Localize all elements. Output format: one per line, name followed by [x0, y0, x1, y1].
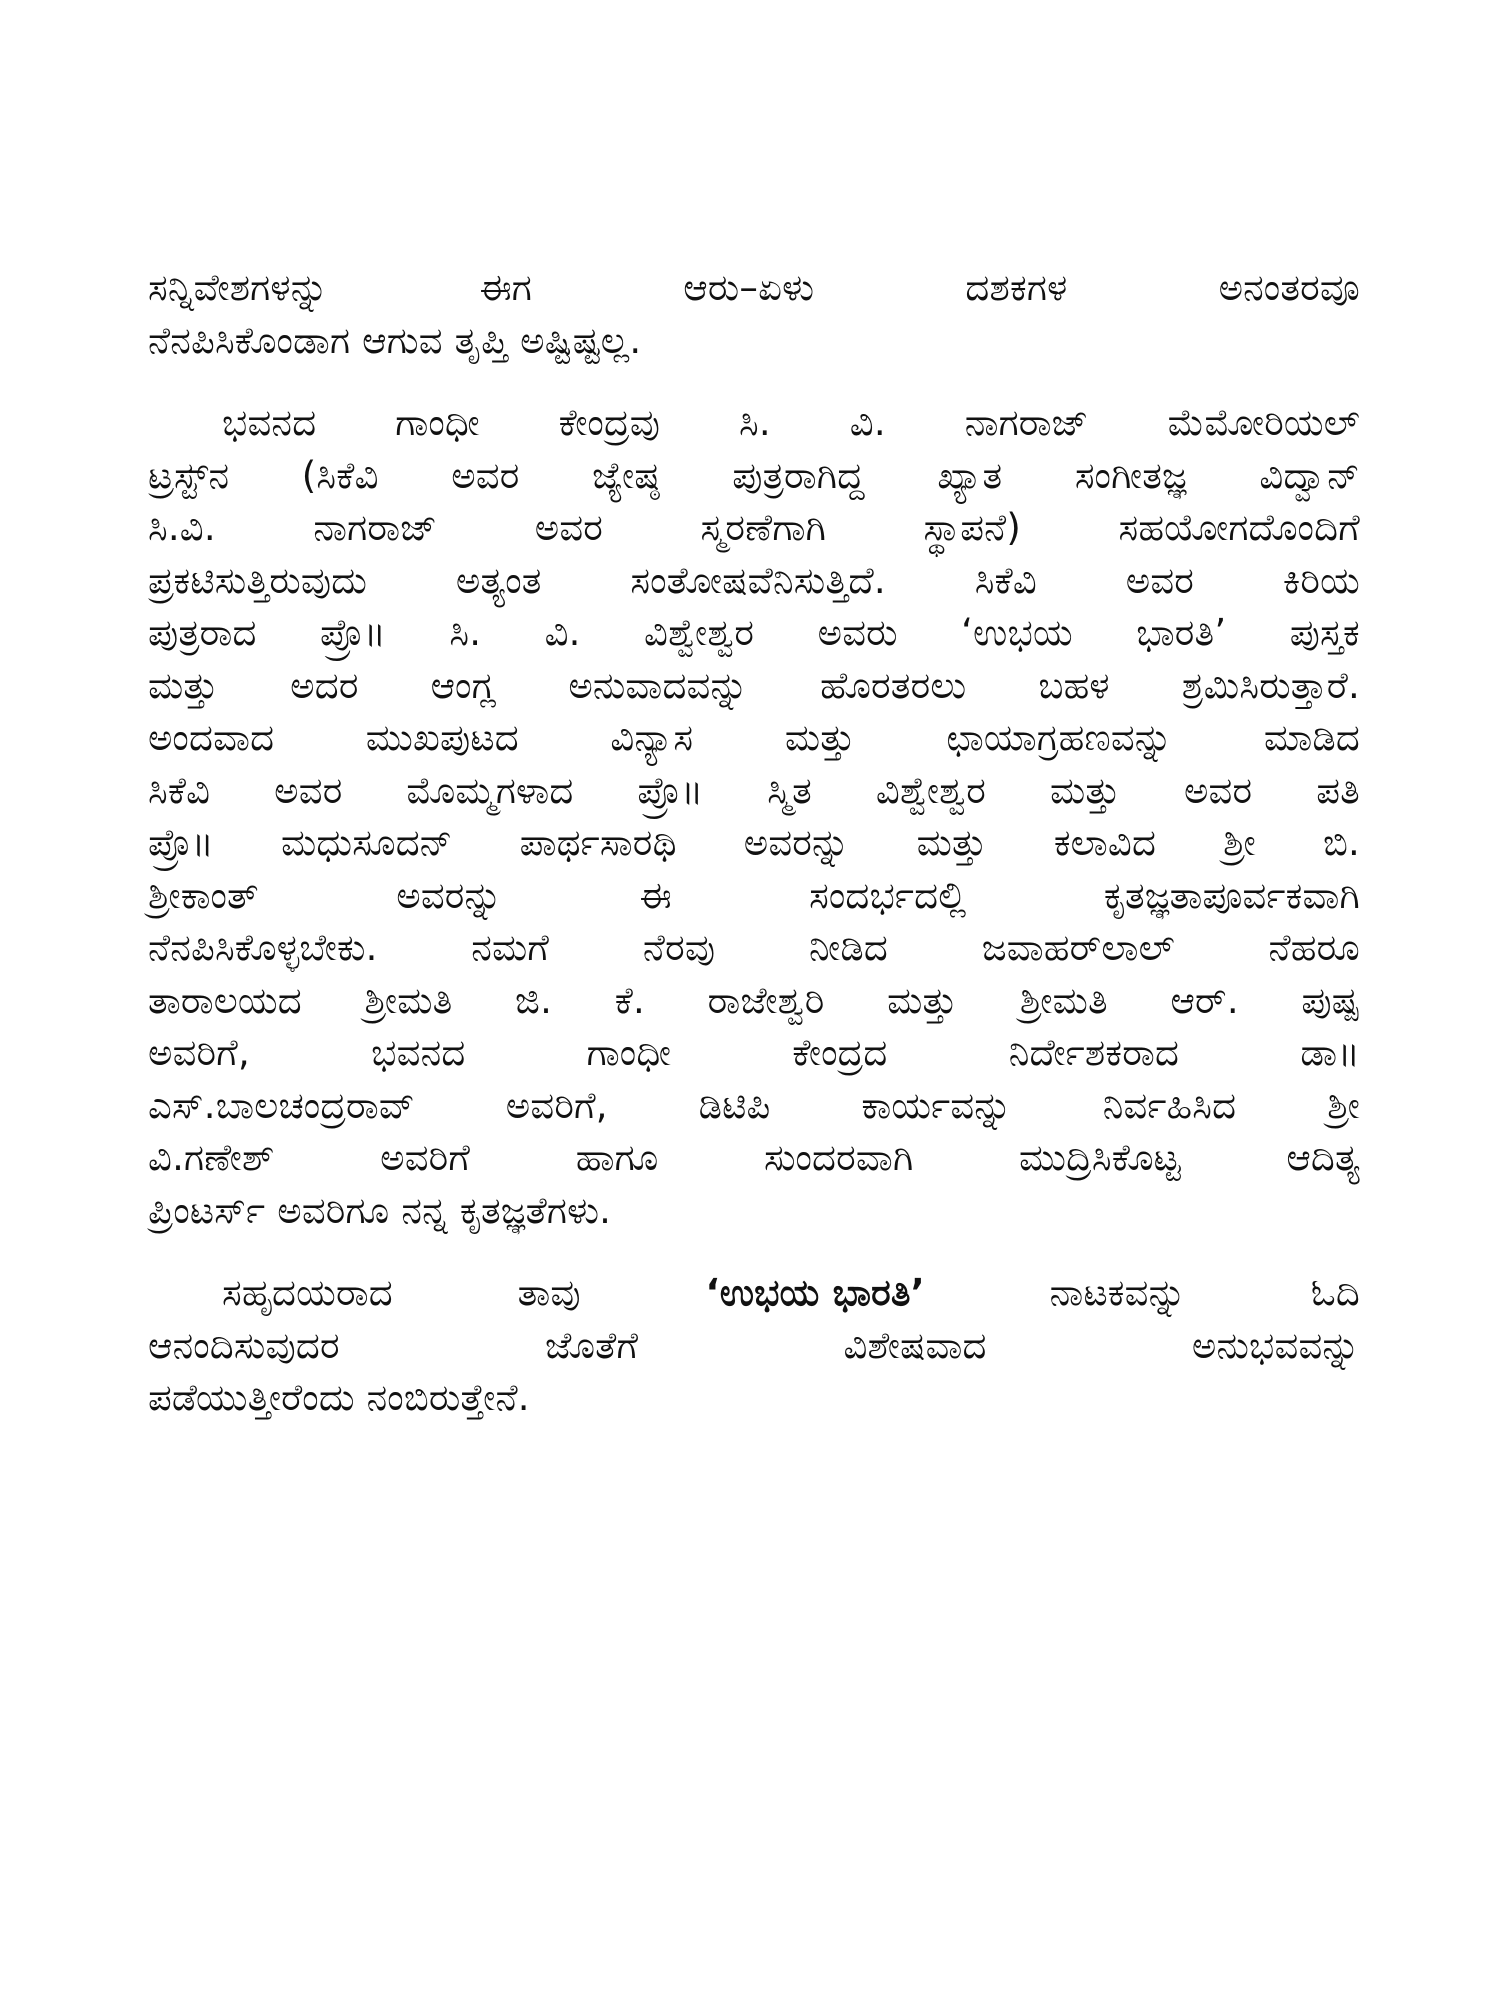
word: ಆದಿತ್ಯ [1286, 1136, 1360, 1179]
word: ಸಿ. [739, 401, 771, 444]
word: ಸನ್ನಿವೇಶಗಳನ್ನು [148, 266, 329, 309]
text-line [148, 712, 1360, 765]
word: ನಿರ್ವಹಿಸಿದ [1102, 1083, 1237, 1127]
word: ಅವರ [534, 506, 604, 549]
word: ಶ್ರಮಿಸಿರುತ್ತಾರೆ. [1181, 663, 1360, 707]
word: ನಾಗರಾಜ್ [964, 401, 1089, 444]
word: ಕಲಾವಿದ [1053, 821, 1157, 864]
word: ಆರು–ಏಳು [683, 266, 815, 309]
word: ವಿನ್ಯಾಸ [610, 716, 694, 759]
word: ಈ [639, 873, 672, 917]
word: ನಾಟಕವನ್ನು [1049, 1271, 1187, 1314]
word: ಅವರ [1125, 558, 1195, 602]
word: ಅವರ [1183, 768, 1253, 812]
word: ಜೊತೆಗೆ [545, 1323, 639, 1367]
word: ಅದರ [290, 663, 359, 707]
word: ಸಹಯೋಗದೊಂದಿಗೆ [1118, 506, 1360, 549]
word: ಸಂಗೀತಜ್ಞ [1074, 453, 1187, 497]
word: ಜಿ. [515, 978, 553, 1022]
word: ನೆಹರೂ [1268, 926, 1360, 969]
word: ಡಿಟಿಪಿ [698, 1083, 771, 1127]
word: ಸಂತೋಷವೆನಿಸುತ್ತಿದೆ. [630, 558, 886, 602]
word: ಗಾಂಧೀ [586, 1031, 672, 1074]
word: ಪುಸ್ತಕ [1289, 611, 1360, 654]
word: ಅವರಿಗೆ [380, 1136, 471, 1179]
body-text [148, 262, 1360, 1425]
word: ಅತ್ಯಂತ [455, 558, 542, 602]
word: ಸ್ಥಾಪನೆ) [923, 506, 1021, 549]
word: ತಾವು [517, 1271, 581, 1314]
word: ನೆರವು [642, 926, 716, 969]
word: ಅವರಿಗೆ, [148, 1031, 250, 1074]
word: ಬಹಳ [1038, 663, 1110, 707]
word: ಮುದ್ರಿಸಿಕೊಟ್ಟ [1019, 1136, 1181, 1179]
word: ಆಂಗ್ಲ [430, 663, 497, 707]
word: ಪಾರ್ಥಸಾರಥಿ [519, 821, 677, 864]
word: ಓದಿ [1310, 1271, 1360, 1314]
word: ಪ್ರೊ॥ [148, 821, 214, 864]
word: ಪ್ರೊ॥ [320, 611, 386, 654]
word: ಶ್ರೀಮತಿ [1019, 978, 1108, 1022]
word: (ಸಿಕೆವಿ [301, 453, 379, 497]
word: ಎಸ್.ಬಾಲಚಂದ್ರರಾವ್ [148, 1083, 415, 1127]
word: ‘ಉಭಯ [961, 611, 1073, 654]
word: ಭವನದ [222, 401, 317, 444]
word: ವಿ. [849, 401, 886, 444]
text-line [148, 870, 1360, 923]
word: ಮತ್ತು [1049, 768, 1121, 812]
word: ಮೆಮೋರಿಯಲ್ [1167, 401, 1360, 444]
text-line [148, 450, 1360, 503]
word: ಸ್ಮಿತ [767, 768, 812, 812]
word: ಅವರು [817, 611, 898, 654]
word: ವಿಶ್ವೇಶ್ವರ [875, 768, 987, 812]
word: ಮುಖಪುಟದ [365, 716, 519, 759]
word: ಕೇಂದ್ರವು [558, 401, 661, 444]
word: ಆರ್. [1170, 978, 1239, 1022]
word: ಅನಂತರವೂ [1218, 266, 1360, 309]
text-line: ನೆನಪಿಸಿಕೊಂಡಾಗ ಆಗುವ ತೃಪ್ತಿ ಅಷ್ಟಿಷ್ಟಲ್ಲ. [148, 318, 642, 362]
text-line [148, 607, 1360, 660]
word: ಸ್ಮರಣೆಗಾಗಿ [700, 506, 827, 549]
word: ಖ್ಯಾತ [937, 453, 1003, 497]
word: ಪುಷ್ಪ [1301, 978, 1360, 1022]
word: ಮಾಡಿದ [1263, 716, 1360, 759]
text-line [148, 397, 1360, 450]
word: ಶ್ರೀ [1327, 1083, 1360, 1127]
text-line [148, 922, 1360, 975]
word: ನಾಗರಾಜ್ [313, 506, 438, 549]
word: ಹಾಗೂ [575, 1136, 659, 1179]
word: ಕಾರ್ಯವನ್ನು [861, 1083, 1012, 1127]
word: ಮತ್ತು [887, 978, 958, 1022]
word: ಶ್ರೀಮತಿ [364, 978, 453, 1022]
word: ಕೆ. [614, 978, 645, 1022]
book-title: ‘ಉಭಯ ಭಾರತಿ’ [705, 1271, 925, 1314]
word: ನಿರ್ದೇಶಕರಾದ [1008, 1031, 1180, 1074]
word: ವಿ.ಗಣೇಶ್ [148, 1136, 275, 1179]
word: ಕಿರಿಯ [1282, 558, 1360, 602]
word: ನೆನಪಿಸಿಕೊಳ್ಳಬೇಕು. [148, 926, 378, 969]
word: ಸಹೃದಯರಾದ [222, 1271, 393, 1314]
text-line [148, 1027, 1360, 1080]
word: ಪತಿ [1316, 768, 1360, 812]
word: ಅವರನ್ನು [743, 821, 850, 864]
word: ಜವಾಹರ್‌ಲಾಲ್ [981, 926, 1175, 969]
word: ಜ್ಯೇಷ್ಠ [592, 453, 660, 497]
paragraph-2 [148, 397, 1360, 1237]
word: ಮತ್ತು [148, 663, 219, 707]
word: ಟ್ರಸ್ಟ್‌ನ [148, 453, 230, 497]
word: ಕೇಂದ್ರದ [792, 1031, 888, 1074]
word: ಅವರಿಗೆ, [505, 1083, 608, 1127]
word: ವಿಶೇಷವಾದ [843, 1323, 987, 1367]
word: ಮಧುಸೂದನ್ [281, 821, 453, 864]
word: ಆನಂದಿಸುವುದರ [148, 1323, 340, 1367]
word: ಅವರ [451, 453, 520, 497]
word: ಅನುಭವವನ್ನು [1191, 1323, 1360, 1367]
word: ತಾರಾಲಯದ [148, 978, 302, 1022]
text-line [148, 765, 1360, 818]
word: ಶ್ರೀ [1223, 821, 1256, 864]
word: ಛಾಯಾಗ್ರಹಣವನ್ನು [946, 716, 1173, 759]
text-line: ಪ್ರಿಂಟರ್ಸ್ ಅವರಿಗೂ ನನ್ನ ಕೃತಜ್ಞತೆಗಳು. [148, 1188, 612, 1232]
word: ಪುತ್ರರಾದ [148, 611, 257, 654]
word: ದಶಕಗಳ [965, 266, 1068, 309]
word: ಅನುವಾದವನ್ನು [568, 663, 749, 707]
word: ಭಾರತಿ’ [1136, 611, 1227, 654]
word: ಪುತ್ರರಾಗಿದ್ದ [732, 453, 865, 497]
word: ರಾಜೇಶ್ವರಿ [707, 978, 825, 1022]
word: ಈಗ [479, 266, 532, 309]
text-line [148, 817, 1360, 870]
word: ಅವರನ್ನು [396, 873, 503, 917]
word: ಮತ್ತು [784, 716, 855, 759]
word: ಡಾ॥ [1300, 1031, 1360, 1074]
paragraph-3 [148, 1267, 1360, 1425]
word: ಗಾಂಧೀ [395, 401, 480, 444]
text-line [148, 660, 1360, 713]
paragraph-1 [148, 262, 1360, 367]
word: ಪ್ರೊ॥ [637, 768, 704, 812]
word: ಸಿಕೆವಿ [974, 558, 1037, 602]
word: ಮತ್ತು [916, 821, 987, 864]
word: ಅಂದವಾದ [148, 716, 275, 759]
word: ವಿ. [544, 611, 581, 654]
word: ಬಿ. [1322, 821, 1360, 864]
word: ಮೊಮ್ಮಗಳಾದ [406, 768, 574, 812]
text-line [148, 1132, 1360, 1185]
text-line [148, 975, 1360, 1028]
text-line [148, 262, 1360, 315]
word: ಸಿ.ವಿ. [148, 506, 216, 549]
word: ಹೊರತರಲು [820, 663, 967, 707]
word: ಕೃತಜ್ಞತಾಪೂರ್ವಕವಾಗಿ [1103, 873, 1360, 917]
word: ವಿದ್ವಾನ್ [1259, 453, 1360, 497]
text-line [148, 1320, 1360, 1373]
text-line [148, 555, 1360, 608]
word: ನಮಗೆ [471, 926, 550, 969]
word: ಪ್ರಕಟಿಸುತ್ತಿರುವುದು [148, 558, 368, 602]
word: ಭವನದ [371, 1031, 466, 1074]
word: ಸಿ. [449, 611, 482, 654]
word: ಸಂದರ್ಭದಲ್ಲಿ [809, 873, 967, 917]
word: ಶ್ರೀಕಾಂತ್ [148, 873, 259, 917]
word: ಸುಂದರವಾಗಿ [764, 1136, 914, 1179]
word: ಅವರ [274, 768, 343, 812]
word: ಸಿಕೆವಿ [148, 768, 211, 812]
word: ವಿಶ್ವೇಶ್ವರ [644, 611, 755, 654]
text-line: ಪಡೆಯುತ್ತೀರೆಂದು ನಂಬಿರುತ್ತೇನೆ. [148, 1376, 530, 1419]
text-line [148, 1267, 1360, 1320]
text-line [148, 502, 1360, 555]
word: ನೀಡಿದ [808, 926, 888, 969]
text-line [148, 1080, 1360, 1133]
